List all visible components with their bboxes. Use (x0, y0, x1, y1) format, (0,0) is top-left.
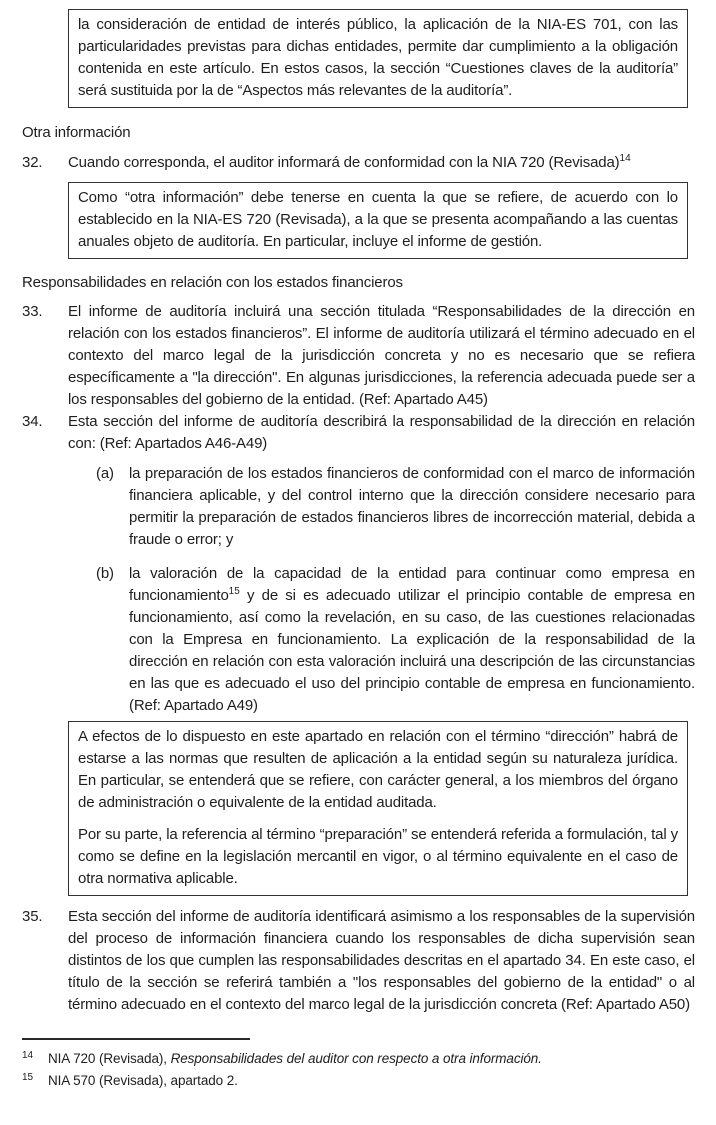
list-item-label: (a) (96, 465, 114, 482)
paragraph-text: Esta sección del informe de auditoría identificará asimismo a los responsables de la supervisión del proceso de información financiera cuando los responsables de dicha supervisión sean distintos de los que cumplen las responsabilidades descritas en el apartado 34. En este caso, el título de la sección se referirá también a "los responsables del gobierno de la entidad" o al término adecuado en el contexto del marco legal de la jurisdicción concreta (Ref: Apartado A50) (68, 908, 695, 1013)
paragraph-number: 35. (22, 908, 43, 925)
paragraph-number: 33. (22, 303, 43, 320)
section-heading-responsibilities: Responsabilidades en relación con los estados financieros (22, 274, 403, 291)
paragraph-text: El informe de auditoría incluirá una sección titulada “Responsabilidades de la dirección en relación con los estados financieros”. El informe de auditoría utilizará el término adecuado en el contexto del marco legal de la jurisdicción concreta y no es necesario que se refiera específicamente a "la dirección". En algunas jurisdicciones, la referencia adecuada puede ser a los responsables del gobierno de la entidad. (Ref: Apartado A45) (68, 303, 695, 408)
footnote-text: NIA 720 (Revisada), (48, 1051, 171, 1066)
boxed-note-1 (68, 9, 688, 108)
list-item-text-end: y de si es adecuado utilizar el principio contable de empresa en funcionamiento, así como la revelación, en su caso, de las cuestiones relacionadas con la Empresa en funcionamiento. La explicación de la responsabilidad de la dirección en relación con esta valoración incluirá una descripción de las circunstancias en las que es adecuado el uso del principio contable de empresa en funcionamiento. (Ref: Apartado A49) (129, 587, 695, 714)
section-heading-other-information: Otra información (22, 124, 131, 141)
paragraph-text: Esta sección del informe de auditoría describirá la responsabilidad de la dirección en relación con: (Ref: Apartados A46-A49) (68, 413, 695, 452)
footnote-separator (22, 1038, 250, 1040)
boxed-note-3 (68, 721, 688, 896)
boxed-note-2-text: Como “otra información” debe tenerse en cuenta la que se refiere, de acuerdo con lo establecido en la NIA-ES 720 (Revisada), a la que se presenta acompañando a las cuentas anuales objeto de auditoría. En particular, incluye el informe de gestión. (78, 189, 678, 250)
paragraph-number: 32. (22, 154, 43, 171)
paragraph-35 (22, 906, 695, 1016)
footnote-number: 15 (22, 1072, 33, 1083)
boxed-note-3-paragraph-1: A efectos de lo dispuesto en este apartado en relación con el término “dirección” habrá de estarse a las normas que resulten de aplicación a la entidad según su naturaleza jurídica. En particular, se entenderá que se refiere, con carácter general, a los miembros del órgano de administración o equivalente de la entidad auditada. (78, 728, 678, 811)
paragraph-text: Cuando corresponda, el auditor informará de conformidad con la NIA 720 (Revisada) (68, 154, 620, 171)
footnote-title-italic: Responsabilidades del auditor con respecto a otra información. (170, 1051, 542, 1066)
list-item-a (68, 463, 695, 551)
list-item-text: la preparación de los estados financieros de conformidad con el marco de información financiera aplicable, y del control interno que la dirección considere necesario para permitir la preparación de estados financieros libres de incorrección material, debida a fraude o error; y (129, 465, 695, 548)
list-item-text-start: la valoración de la capacidad de la entidad para continuar como empresa en funcionamiento (129, 565, 695, 604)
boxed-note-2 (68, 182, 688, 259)
footnote-reference-14: 14 (619, 153, 631, 164)
paragraph-32 (22, 152, 695, 174)
footnote-14 (22, 1048, 695, 1070)
footnote-15 (22, 1070, 695, 1092)
footnote-reference-15: 15 (228, 586, 240, 597)
boxed-note-1-text: la consideración de entidad de interés público, la aplicación de la NIA-ES 701, con las particularidades previstas para dichas entidades, permite dar cumplimiento a la obligación contenida en este artículo. En estos casos, la sección “Cuestiones claves de la auditoría” será sustituida por la de “Aspectos más relevantes de la auditoría”. (78, 16, 678, 99)
paragraph-34 (22, 411, 695, 455)
footnotes-section (22, 1038, 695, 1092)
list-item-label: (b) (96, 565, 114, 582)
paragraph-number: 34. (22, 413, 43, 430)
boxed-note-3-paragraph-2: Por su parte, la referencia al término “preparación” se entenderá referida a formulación, tal y como se define en la legislación mercantil en vigor, o al término equivalente en el caso de otra normativa aplicable. (78, 826, 678, 887)
footnote-number: 14 (22, 1050, 33, 1061)
paragraph-33 (22, 301, 695, 411)
footnote-text: NIA 570 (Revisada), apartado 2. (48, 1073, 238, 1088)
list-item-b (68, 563, 695, 717)
